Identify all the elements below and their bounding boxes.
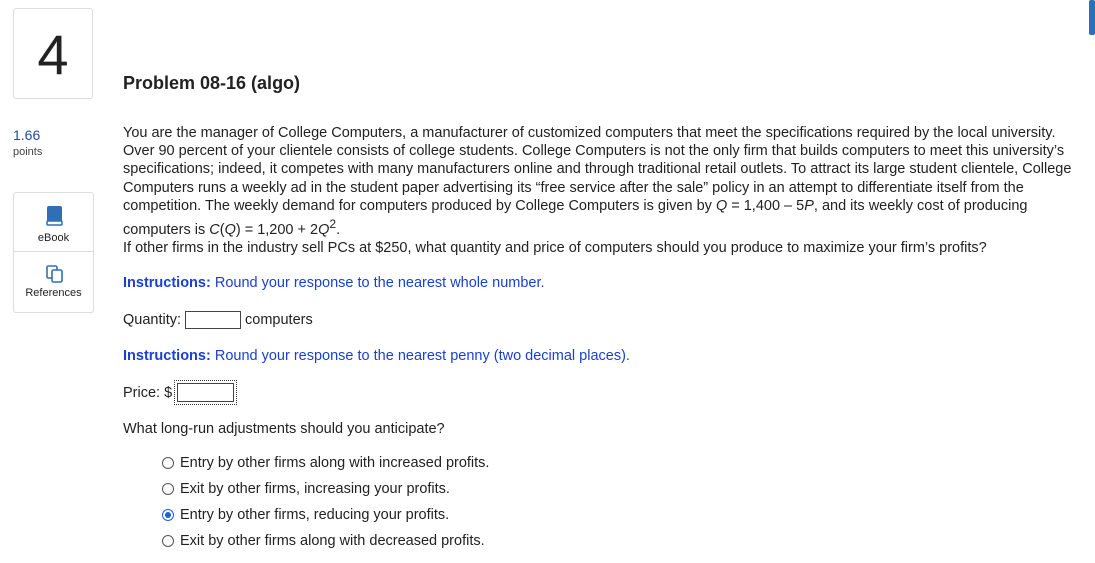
scroll-indicator[interactable] (1089, 0, 1095, 35)
option-entry-reducing[interactable] (162, 507, 449, 523)
quantity-input[interactable] (185, 311, 241, 329)
option-label: Entry by other firms, reducing your profits. (180, 507, 450, 523)
price-label: Price: $ (123, 384, 173, 401)
radio-button[interactable] (162, 457, 174, 469)
option-entry-increased[interactable] (162, 455, 489, 471)
problem-statement: You are the manager of College Computers, a manufacturer of customized computers that meet the specifications required by the local university. Over 90 percent of your clientele consists of college students. College Computers is not the only firm that builds computers to meet this university’s specifications; indeed, it competes with many manufacturers online and through traditional retail outlets. To attract its large student clientele, College Computers runs a weekly ad in the student paper advertising its “free service after the sale” policy in an attempt to differentiate itself from the competition. The weekly demand for computers produced by College Computers is given by Q = 1,400 – 5P, and its weekly cost of producing computers is $C(Q) = 1,200 + 2Q^2$. If other firms in the industry sell PCs at $250, what quantity and price of computers should you produce to maximize your firm’s profits? (123, 125, 1072, 257)
problem-question: If other firms in the industry sell PCs at $250, what quantity and price of computers should you produce to maximize your firm’s profits? (123, 240, 987, 257)
quantity-unit: computers (245, 312, 313, 328)
ebook-label: eBook (37, 232, 70, 244)
radio-button-selected[interactable] (162, 509, 174, 521)
ebook-button[interactable] (13, 192, 94, 252)
option-exit-decreased[interactable] (162, 533, 485, 549)
radio-button[interactable] (162, 483, 174, 495)
option-label: Entry by other firms along with increased profits. (180, 455, 490, 471)
problem-body: You are the manager of College Computers, a manufacturer of customized computers that meet the specifications required by the local university. Over 90 percent of your clientele consists of college students. College Computers is not the only firm that builds computers to meet this university’s specifications; indeed, it competes with many manufacturers online and through traditional retail outlets. To attract its large student clientele, College Computers runs a weekly ad in the student paper advertising its “free service after the sale” policy in an attempt to differentiate itself from the competition. The weekly demand for computers produced by College (123, 125, 1072, 214)
option-label: Exit by other firms along with decreased profits. (180, 533, 485, 549)
question-number: 4 (13, 8, 93, 99)
copy-pages-icon (46, 265, 64, 286)
instructions-price: Instructions: Round your response to the nearest penny (two decimal places). (123, 348, 630, 364)
quantity-label: Quantity: (123, 312, 182, 328)
references-label: References (25, 287, 82, 299)
price-input[interactable] (177, 383, 234, 402)
points-value: 1.66 (13, 127, 41, 143)
references-button[interactable] (13, 252, 94, 313)
price-row (123, 383, 238, 402)
problem-title: Problem 08-16 (algo) (123, 73, 301, 93)
longrun-question: What long-run adjustments should you anticipate? (123, 421, 445, 437)
radio-button[interactable] (162, 535, 174, 547)
points-label: points (13, 146, 43, 158)
quantity-row (123, 311, 313, 329)
book-icon (46, 206, 63, 229)
option-exit-increasing[interactable] (162, 481, 450, 497)
instructions-quantity: Instructions: Round your response to the nearest whole number. (123, 275, 545, 291)
option-label: Exit by other firms, increasing your profits. (180, 481, 450, 497)
